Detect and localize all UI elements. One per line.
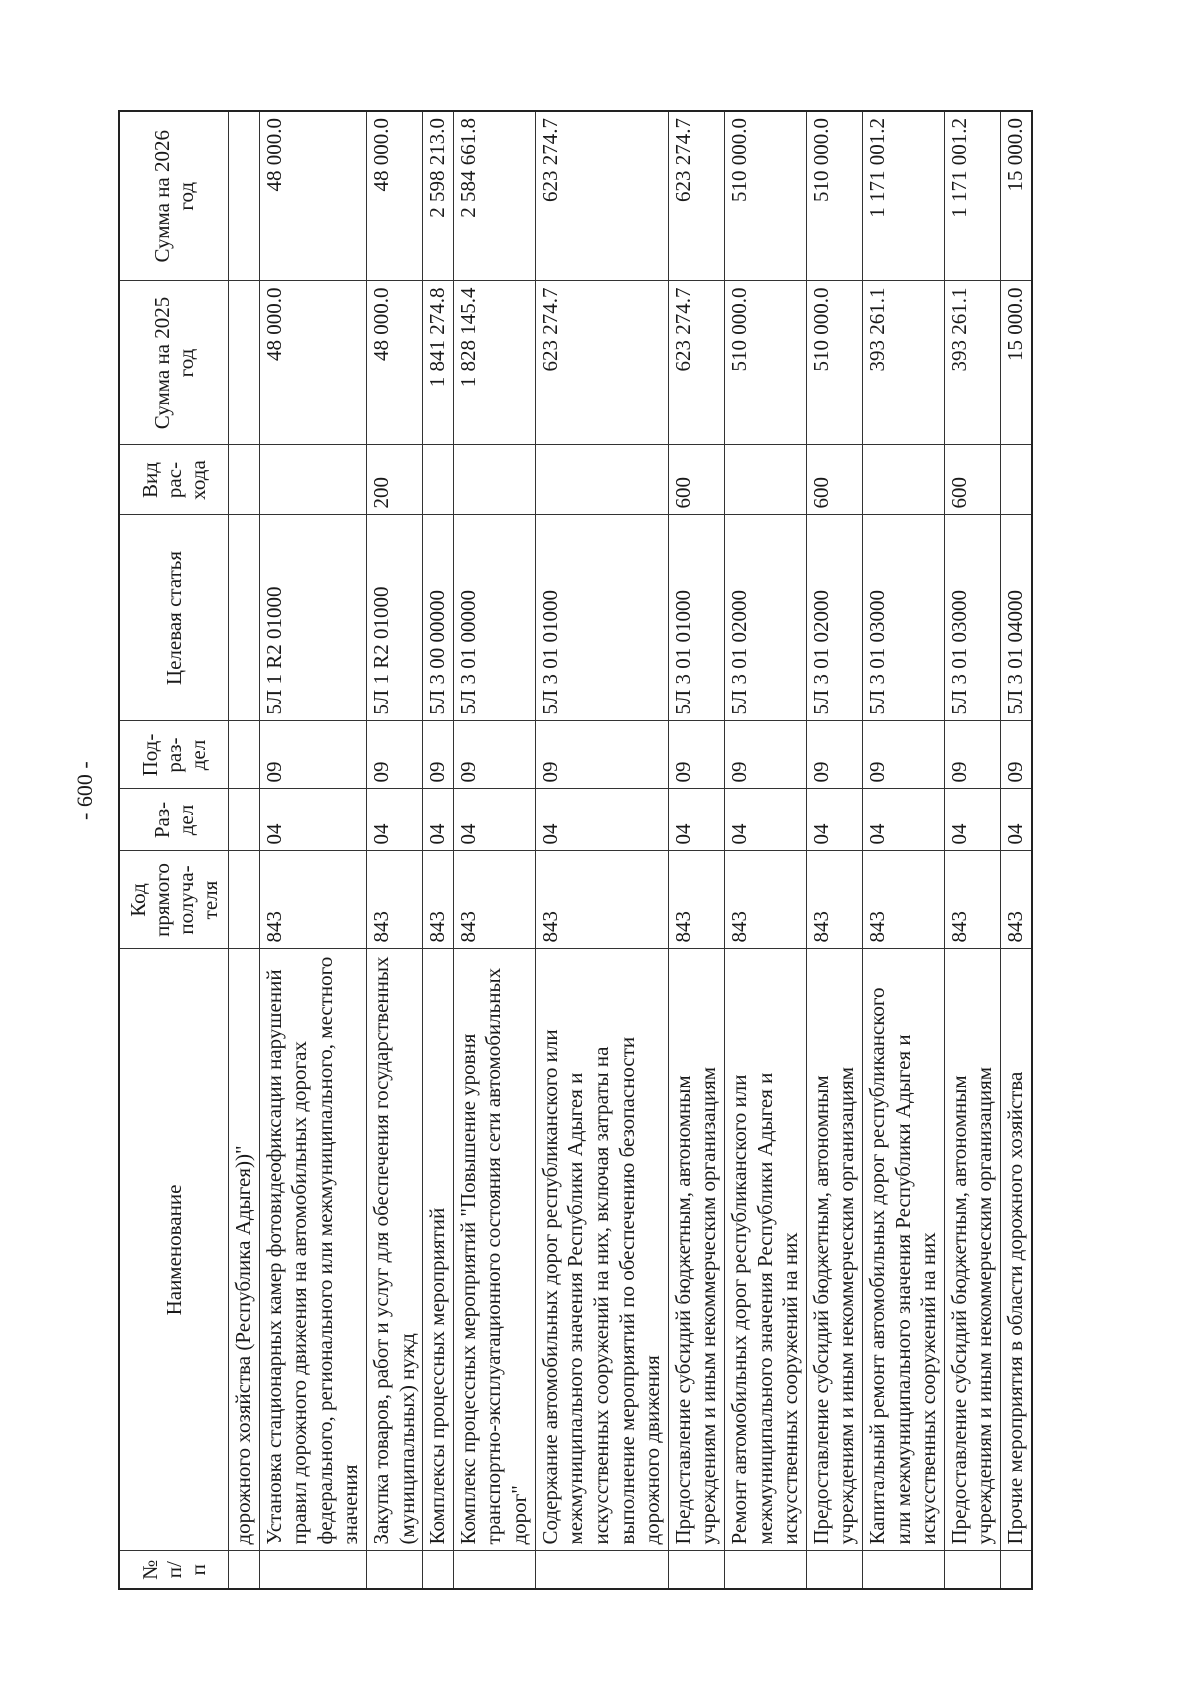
cell-num: [423, 1551, 454, 1589]
cell-vid: [1001, 445, 1032, 515]
table-row: [1001, 111, 1032, 1589]
cell-vid: [423, 445, 454, 515]
cell-code: [229, 851, 260, 949]
cell-name: Комплексы процессных мероприятий: [423, 949, 454, 1551]
cell-name: Ремонт автомобильных дорог республиканского или межмуниципального значения Республики Адыгея и искусственных сооружений на них: [724, 949, 806, 1551]
header-celevaya: Целевая статья: [119, 515, 229, 721]
cell-vid: 600: [944, 445, 1000, 515]
cell-num: [806, 1551, 862, 1589]
table-row: [423, 111, 454, 1589]
header-sum2025: Сумма на 2025 год: [119, 281, 229, 445]
table-body: [229, 111, 1032, 1589]
header-razdel: Раз-дел: [119, 789, 229, 851]
cell-sum2025: 623 274.7: [668, 281, 724, 445]
cell-sum2025: 393 261.1: [944, 281, 1000, 445]
cell-code: 843: [367, 851, 423, 949]
cell-sum2025: 1 828 145.4: [453, 281, 535, 445]
cell-celevaya: 5Л 3 01 04000: [1001, 515, 1032, 721]
cell-sum2025: 1 841 274.8: [423, 281, 454, 445]
table-row: [229, 111, 260, 1589]
cell-razdel: 04: [259, 789, 366, 851]
cell-celevaya: 5Л 3 01 00000: [453, 515, 535, 721]
cell-vid: [724, 445, 806, 515]
header-code: Код прямого получа-теля: [119, 851, 229, 949]
cell-podrazdel: 09: [944, 721, 1000, 789]
cell-sum2025: 510 000.0: [806, 281, 862, 445]
cell-podrazdel: 09: [724, 721, 806, 789]
cell-celevaya: [229, 515, 260, 721]
cell-sum2025: [229, 281, 260, 445]
cell-sum2026: 2 598 213.0: [423, 111, 454, 281]
cell-sum2025: 48 000.0: [367, 281, 423, 445]
cell-num: [724, 1551, 806, 1589]
cell-razdel: 04: [944, 789, 1000, 851]
rotated-page: [118, 112, 1033, 1590]
cell-name: Прочие мероприятия в области дорожного хозяйства: [1001, 949, 1032, 1551]
cell-celevaya: 5Л 3 01 02000: [724, 515, 806, 721]
cell-sum2026: 510 000.0: [724, 111, 806, 281]
table-row: [944, 111, 1000, 1589]
header-podrazdel: Под-раз-дел: [119, 721, 229, 789]
cell-num: [863, 1551, 945, 1589]
cell-num: [453, 1551, 535, 1589]
header-sum2026: Сумма на 2026 год: [119, 111, 229, 281]
cell-num: [367, 1551, 423, 1589]
cell-name: Предоставление субсидий бюджетным, автономным учреждениям и иным некоммерческим организациям: [806, 949, 862, 1551]
cell-celevaya: 5Л 1 R2 01000: [367, 515, 423, 721]
cell-sum2026: 510 000.0: [806, 111, 862, 281]
cell-razdel: 04: [453, 789, 535, 851]
cell-podrazdel: 09: [259, 721, 366, 789]
table-row: [453, 111, 535, 1589]
table-row: [863, 111, 945, 1589]
cell-vid: [229, 445, 260, 515]
cell-celevaya: 5Л 1 R2 01000: [259, 515, 366, 721]
table-header-row: [119, 111, 229, 1589]
cell-code: 843: [724, 851, 806, 949]
cell-sum2026: 1 171 001.2: [944, 111, 1000, 281]
cell-sum2026: 48 000.0: [259, 111, 366, 281]
cell-podrazdel: 09: [367, 721, 423, 789]
table-row: [668, 111, 724, 1589]
cell-podrazdel: [229, 721, 260, 789]
table-row: [806, 111, 862, 1589]
cell-vid: [535, 445, 668, 515]
cell-name: Содержание автомобильных дорог республиканского или межмуниципального значения Республики Адыгея и искусственных сооружений на них, включая затраты на выполнение мероприятий по обеспечению безопасности дорожного движения: [535, 949, 668, 1551]
table-row: [367, 111, 423, 1589]
cell-num: [259, 1551, 366, 1589]
cell-code: 843: [944, 851, 1000, 949]
cell-sum2025: 48 000.0: [259, 281, 366, 445]
cell-vid: [453, 445, 535, 515]
cell-razdel: 04: [423, 789, 454, 851]
cell-name: Предоставление субсидий бюджетным, автономным учреждениям и иным некоммерческим организациям: [668, 949, 724, 1551]
cell-sum2026: 15 000.0: [1001, 111, 1032, 281]
cell-code: 843: [863, 851, 945, 949]
cell-razdel: 04: [668, 789, 724, 851]
header-name: Наименование: [119, 949, 229, 1551]
cell-name: Капитальный ремонт автомобильных дорог республиканского или межмуниципального значения Республики Адыгея и искусственных сооружений на них: [863, 949, 945, 1551]
cell-podrazdel: 09: [1001, 721, 1032, 789]
cell-sum2025: 510 000.0: [724, 281, 806, 445]
cell-razdel: [229, 789, 260, 851]
cell-sum2026: 48 000.0: [367, 111, 423, 281]
cell-sum2025: 623 274.7: [535, 281, 668, 445]
cell-sum2025: 15 000.0: [1001, 281, 1032, 445]
cell-code: 843: [259, 851, 366, 949]
cell-code: 843: [423, 851, 454, 949]
cell-code: 843: [535, 851, 668, 949]
cell-razdel: 04: [724, 789, 806, 851]
cell-celevaya: 5Л 3 00 00000: [423, 515, 454, 721]
cell-code: 843: [1001, 851, 1032, 949]
cell-celevaya: 5Л 3 01 01000: [668, 515, 724, 721]
cell-razdel: 04: [367, 789, 423, 851]
cell-num: [535, 1551, 668, 1589]
cell-podrazdel: 09: [453, 721, 535, 789]
cell-celevaya: 5Л 3 01 01000: [535, 515, 668, 721]
cell-name: дорожного хозяйства (Республика Адыгея))": [229, 949, 260, 1551]
cell-celevaya: 5Л 3 01 02000: [806, 515, 862, 721]
cell-celevaya: 5Л 3 01 03000: [944, 515, 1000, 721]
cell-sum2026: 623 274.7: [535, 111, 668, 281]
cell-podrazdel: 09: [668, 721, 724, 789]
budget-table: [118, 110, 1033, 1590]
cell-num: [668, 1551, 724, 1589]
table-row: [724, 111, 806, 1589]
cell-vid: [863, 445, 945, 515]
cell-vid: 600: [806, 445, 862, 515]
page-number: - 600 -: [72, 761, 97, 820]
table-row: [259, 111, 366, 1589]
cell-name: Комплекс процессных мероприятий "Повышение уровня транспортно-эксплуатационного состояния сети автомобильных дорог": [453, 949, 535, 1551]
cell-razdel: 04: [806, 789, 862, 851]
cell-sum2025: 393 261.1: [863, 281, 945, 445]
cell-podrazdel: 09: [423, 721, 454, 789]
cell-name: Предоставление субсидий бюджетным, автономным учреждениям и иным некоммерческим организациям: [944, 949, 1000, 1551]
cell-celevaya: 5Л 3 01 03000: [863, 515, 945, 721]
cell-sum2026: 2 584 661.8: [453, 111, 535, 281]
cell-podrazdel: 09: [806, 721, 862, 789]
cell-razdel: 04: [535, 789, 668, 851]
cell-razdel: 04: [1001, 789, 1032, 851]
header-num: № п/п: [119, 1551, 229, 1589]
cell-podrazdel: 09: [535, 721, 668, 789]
cell-name: Установка стационарных камер фотовидеофиксации нарушений правил дорожного движения на автомобильных дорогах федерального, регионального или межмуниципального, местного значения: [259, 949, 366, 1551]
cell-code: 843: [668, 851, 724, 949]
cell-podrazdel: 09: [863, 721, 945, 789]
cell-num: [229, 1551, 260, 1589]
cell-razdel: 04: [863, 789, 945, 851]
cell-sum2026: [229, 111, 260, 281]
cell-num: [944, 1551, 1000, 1589]
cell-num: [1001, 1551, 1032, 1589]
cell-vid: 200: [367, 445, 423, 515]
table-row: [535, 111, 668, 1589]
cell-code: 843: [806, 851, 862, 949]
cell-name: Закупка товаров, работ и услуг для обеспечения государственных (муниципальных) нужд: [367, 949, 423, 1551]
header-vid: Вид рас-хода: [119, 445, 229, 515]
cell-sum2026: 623 274.7: [668, 111, 724, 281]
cell-sum2026: 1 171 001.2: [863, 111, 945, 281]
cell-code: 843: [453, 851, 535, 949]
cell-vid: 600: [668, 445, 724, 515]
cell-vid: [259, 445, 366, 515]
